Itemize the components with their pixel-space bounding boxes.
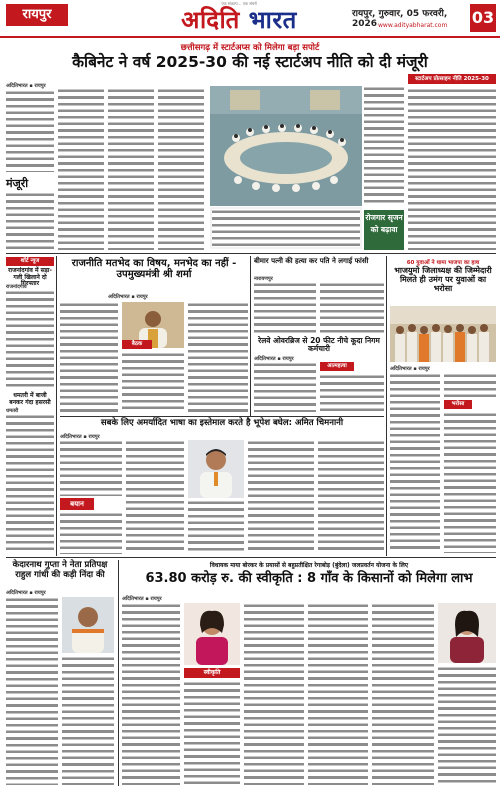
bhupesh-body-2 bbox=[126, 440, 184, 554]
center-headline: राजनीति मतभेद का विषय, मनभेद का नहीं - उपमुख्यमंत्री श्री शर्मा bbox=[71, 258, 237, 281]
lead-body-col4 bbox=[158, 88, 204, 250]
short-news-chip: शॉर्ट न्यूज bbox=[6, 257, 54, 266]
lead-body-col2 bbox=[58, 88, 104, 250]
lead-byline: अदितिभारत ▪ रायपुर bbox=[6, 83, 46, 89]
rail-body-2 bbox=[320, 374, 384, 412]
logo bbox=[150, 1, 328, 35]
col-divider-right bbox=[386, 256, 387, 556]
bottom-main-kicker: विधायक माया बोरकर के प्रयासों से बहुप्रतीक्षित रेगाबोड़ (बुंदेला) जलप्रवर्तन योजना के लिए bbox=[209, 562, 409, 569]
lead-sub-label: मंजूरी bbox=[6, 177, 29, 190]
bottom-left-byline: अदितिभारत ▪ रायपुर bbox=[6, 590, 46, 596]
right-mid-body-2 bbox=[320, 282, 384, 334]
far-right-body-1 bbox=[390, 373, 440, 553]
lead-headline: कैबिनेट ने वर्ष 2025-30 की नई स्टार्टअप नीति को दी मंजूरी bbox=[72, 53, 428, 71]
logo-main: अदिति bbox=[181, 5, 240, 34]
spokesperson-portrait bbox=[188, 440, 244, 498]
bottom-main-body-6 bbox=[438, 666, 496, 785]
leader-portrait bbox=[62, 597, 114, 653]
bottom-main-byline: अदितिभारत ▪ रायपुर bbox=[122, 596, 162, 602]
bhupesh-body-4 bbox=[248, 440, 314, 554]
divider-3 bbox=[6, 557, 496, 558]
woman-portrait bbox=[438, 603, 496, 663]
bhupesh-body-1b bbox=[60, 512, 122, 554]
bjym-group-photo bbox=[390, 306, 496, 362]
center-body-col2 bbox=[122, 352, 184, 412]
far-right-body-2b bbox=[444, 412, 496, 553]
lead-photo-caption bbox=[210, 207, 362, 249]
left-news-1-byline: राजनांदगांव bbox=[6, 284, 27, 290]
far-right-kicker: 60 युवाओं ने थामा भाजपा का हाथ bbox=[406, 260, 480, 266]
col-divider-mid bbox=[250, 256, 251, 416]
city-tag: रायपुर bbox=[6, 4, 68, 26]
masthead-rule bbox=[0, 36, 500, 38]
rail-byline: अदितिभारत ▪ रायपुर bbox=[254, 356, 294, 362]
bhupesh-body-1a bbox=[60, 440, 122, 496]
bottom-main-body-4 bbox=[308, 603, 368, 785]
bottom-main-body-1 bbox=[122, 603, 180, 785]
lead-side-body bbox=[408, 88, 496, 250]
lead-callout: रोजगार सृजन को बढ़ावा bbox=[364, 210, 404, 250]
left-news-2-headline: धमतरी में बाजी बनकर गंदा हसरसी bbox=[9, 392, 51, 406]
left-news-2-body bbox=[6, 414, 54, 552]
lead-body-col1 bbox=[6, 90, 54, 172]
maya-borkar-photo bbox=[184, 603, 240, 665]
mla-portrait bbox=[184, 603, 240, 665]
divider-1 bbox=[6, 253, 496, 254]
bhupesh-byline: अदितिभारत ▪ रायपुर bbox=[60, 434, 100, 440]
right-mid-byline: नारायणपुर bbox=[254, 276, 273, 282]
bottom-main-body-5 bbox=[372, 603, 434, 785]
cabinet-meeting-illustration bbox=[210, 86, 362, 206]
bhupesh-body-5 bbox=[318, 440, 384, 554]
lead-body-col3 bbox=[108, 88, 154, 250]
lead-kicker: छत्तीसगढ़ में स्टार्टअप्स को मिलेगा बड़ा सपोर्ट bbox=[180, 43, 320, 53]
logo-second: भारत bbox=[248, 5, 297, 34]
rail-headline: रेलवे ओवरब्रिज से 20 फीट नीचे कूदा निगम कर्मचारी bbox=[258, 336, 380, 354]
bottom-left-headline: केदारनाथ गुप्ता ने नेता प्रतिपक्ष राहुल गांधी की कड़ी निंदा की bbox=[12, 560, 108, 580]
group-photo-illustration bbox=[390, 306, 496, 362]
bottom-main-chip: स्वीकृति bbox=[184, 668, 240, 678]
far-right-chip: भरोसा bbox=[444, 400, 472, 409]
bottom-right-portrait-photo bbox=[438, 603, 496, 663]
far-right-body-2a bbox=[444, 373, 496, 397]
center-byline: अदितिभारत ▪ रायपुर bbox=[108, 294, 148, 300]
amit-chimnani-photo bbox=[188, 440, 244, 498]
kedarnath-gupta-photo bbox=[62, 597, 114, 653]
right-mid-headline: बीमार पत्नी की हत्या कर पति ने लगाई फांसी bbox=[254, 257, 369, 265]
bottom-main-body-3 bbox=[244, 603, 304, 785]
center-chip: बैठक bbox=[122, 340, 152, 349]
left-news-2-byline: धमतरी bbox=[6, 408, 19, 414]
masthead bbox=[0, 0, 500, 38]
bottom-main-headline: 63.80 करोड़ रु. की स्वीकृति : 8 गाँव के किसानों को मिलेगा लाभ bbox=[145, 571, 473, 586]
left-news-1-body bbox=[6, 290, 54, 390]
bhupesh-chip: बयान bbox=[60, 498, 94, 510]
col-divider-bottom bbox=[118, 560, 119, 786]
bottom-left-body-1 bbox=[6, 597, 58, 785]
rail-body-1 bbox=[254, 362, 316, 412]
far-right-byline: अदितिभारत ▪ रायपुर bbox=[390, 366, 430, 372]
col-divider-left bbox=[56, 256, 57, 556]
dateline: रायपुर, गुरुवार, 05 फरवरी, 2026 bbox=[352, 9, 448, 29]
right-mid-body-1 bbox=[254, 282, 316, 334]
divider-2 bbox=[60, 416, 384, 417]
lead-side-banner: स्टार्टअप प्रोत्साहन नीति 2025-30 bbox=[408, 74, 496, 84]
bottom-left-body-2 bbox=[62, 656, 114, 785]
bhupesh-headline: सबके लिए अमर्यादित भाषा का इस्तेमाल करते है भूपेश बघेल: अमित चिमनानी bbox=[100, 418, 344, 428]
rail-chip: आत्महत्या bbox=[320, 362, 354, 371]
cabinet-meeting-photo bbox=[210, 86, 362, 206]
website-url: www.adityabharat.com bbox=[378, 22, 448, 29]
left-news-1-headline: राजनांदगांव में सड़ा-गली खिलाने दो गिरफ्तार bbox=[8, 267, 52, 288]
center-body-col1 bbox=[60, 302, 118, 412]
center-body-col3 bbox=[188, 302, 248, 412]
far-right-headline: भाजयुमो जिलाध्यक्ष की जिम्मेदारी मिलते ही उमंग पर युवाओं का भरोसा bbox=[394, 266, 492, 293]
lead-body-col5 bbox=[364, 86, 404, 206]
lead-body-col1b bbox=[6, 192, 54, 250]
page-number: 03 bbox=[470, 4, 496, 32]
logo-tagline: एक संकल्प... एक संघर्ष bbox=[221, 1, 257, 6]
bhupesh-body-3 bbox=[188, 500, 244, 554]
bottom-main-body-2 bbox=[184, 681, 240, 785]
